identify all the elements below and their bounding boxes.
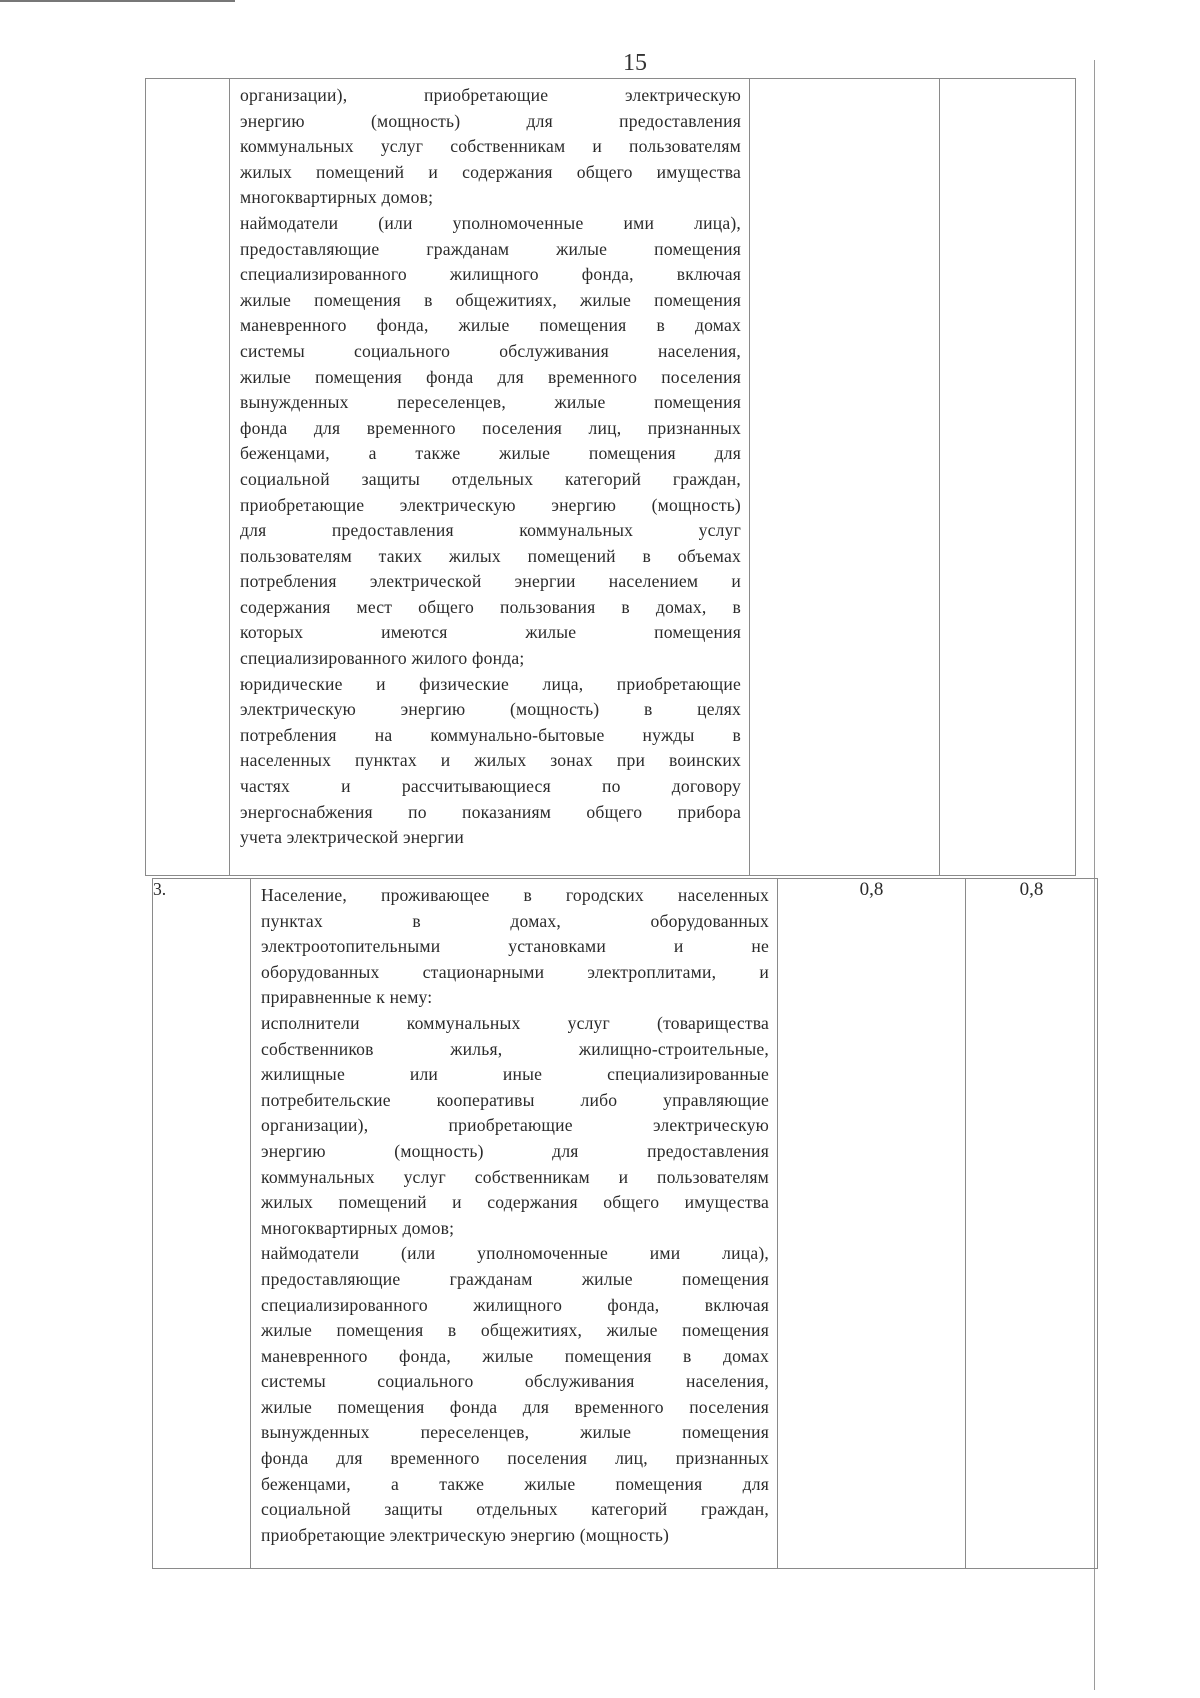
text-line: частях и рассчитывающиеся по договору <box>240 776 741 797</box>
tariff-table-continued <box>145 78 1076 876</box>
text-line: социальной защиты отдельных категорий граждан, <box>240 468 741 489</box>
coefficient-cell-2 <box>940 79 1076 876</box>
coefficient-cell-1: 0,8 <box>778 879 966 1569</box>
consumer-category-text <box>251 879 777 1550</box>
text-line: организации), приобретающие электрическую <box>240 85 741 105</box>
text-line: приобретающие электрическую энергию (мощность) <box>240 494 741 515</box>
text-line: учета электрической энергии <box>240 827 465 848</box>
text-line: приравненные к нему: <box>261 987 433 1008</box>
text-line: специализированного жилищного фонда, включая <box>240 264 741 285</box>
text-line: жилищные или иные специализированные <box>261 1064 769 1085</box>
text-line: наймодатели (или уполномоченные ими лица), <box>261 1243 769 1264</box>
text-line: юридические и физические лица, приобретающие <box>240 673 741 694</box>
table-row <box>146 79 1076 876</box>
text-line: вынужденных переселенцев, жилые помещения <box>261 1422 769 1443</box>
consumer-category-text <box>230 79 749 853</box>
text-line: пользователям таких жилых помещений в объемах <box>240 545 741 566</box>
text-line: коммунальных услуг собственникам и пользователям <box>261 1166 769 1187</box>
text-line: беженцами, а также жилые помещения для <box>240 443 741 464</box>
text-line: приобретающие электрическую энергию (мощность) <box>261 1524 670 1545</box>
text-line: которых имеются жилые помещения <box>240 622 741 643</box>
text-line: собственников жилья, жилищно-строительные, <box>261 1038 769 1059</box>
text-line: жилых помещений и содержания общего имущества <box>240 161 741 182</box>
text-line: потребления на коммунально-бытовые нужды в <box>240 724 741 745</box>
text-line: маневренного фонда, жилые помещения в домах <box>240 315 741 336</box>
text-line: многоквартирных домов; <box>240 187 434 208</box>
scan-artifact-line <box>0 0 235 2</box>
text-line: системы социального обслуживания населения, <box>240 340 741 361</box>
text-line: наймодатели (или уполномоченные ими лица), <box>240 212 741 233</box>
text-line: вынужденных переселенцев, жилые помещения <box>240 392 741 413</box>
text-line: беженцами, а также жилые помещения для <box>261 1473 769 1494</box>
text-line: электрическую энергию (мощность) в целях <box>240 699 741 720</box>
text-line: предоставляющие гражданам жилые помещения <box>240 238 741 259</box>
text-line: предоставляющие гражданам жилые помещения <box>261 1268 769 1289</box>
text-line: жилые помещения фонда для временного поселения <box>261 1396 769 1417</box>
consumer-category-cell <box>230 79 750 876</box>
text-line: жилые помещения в общежитиях, жилые помещения <box>261 1320 769 1341</box>
text-line: маневренного фонда, жилые помещения в домах <box>261 1345 769 1366</box>
text-line: исполнители коммунальных услуг (товарищества <box>261 1012 769 1033</box>
text-line: организации), приобретающие электрическую <box>261 1115 769 1136</box>
text-line: Население, проживающее в городских населенных <box>261 885 769 905</box>
text-line: населенных пунктах и жилых зонах при воинских <box>240 750 741 771</box>
text-line: содержания мест общего пользования в домах, в <box>240 596 741 617</box>
tariff-table-row-3 <box>152 878 1098 1569</box>
row-number-cell <box>146 79 230 876</box>
text-line: энергию (мощность) для предоставления <box>261 1140 769 1161</box>
text-line: оборудованных стационарными электроплитами, и <box>261 961 769 982</box>
text-line: жилых помещений и содержания общего имущества <box>261 1192 769 1213</box>
text-line: специализированного жилого фонда; <box>240 648 525 669</box>
row-number-cell: 3. <box>153 879 251 1569</box>
table-row <box>153 879 1098 1569</box>
text-line: энергоснабжения по показаниям общего прибора <box>240 801 741 822</box>
text-line: энергию (мощность) для предоставления <box>240 110 741 131</box>
text-line: коммунальных услуг собственникам и пользователям <box>240 136 741 157</box>
text-line: социальной защиты отдельных категорий граждан, <box>261 1499 769 1520</box>
text-line: электроотопительными установками и не <box>261 936 769 957</box>
page-number: 15 <box>623 50 647 76</box>
text-line: пунктах в домах, оборудованных <box>261 910 769 931</box>
coefficient-cell-2: 0,8 <box>966 879 1098 1569</box>
text-line: системы социального обслуживания населения, <box>261 1371 769 1392</box>
text-line: специализированного жилищного фонда, включая <box>261 1294 769 1315</box>
text-line: фонда для временного поселения лиц, признанных <box>240 417 741 438</box>
text-line: жилые помещения в общежитиях, жилые помещения <box>240 289 741 310</box>
text-line: потребительские кооперативы либо управляющие <box>261 1089 769 1110</box>
text-line: жилые помещения фонда для временного поселения <box>240 366 741 387</box>
text-line: фонда для временного поселения лиц, признанных <box>261 1448 769 1469</box>
text-line: многоквартирных домов; <box>261 1217 455 1238</box>
text-line: для предоставления коммунальных услуг <box>240 520 741 541</box>
consumer-category-cell <box>251 879 778 1569</box>
coefficient-cell-1 <box>750 79 940 876</box>
text-line: потребления электрической энергии населением и <box>240 571 741 592</box>
